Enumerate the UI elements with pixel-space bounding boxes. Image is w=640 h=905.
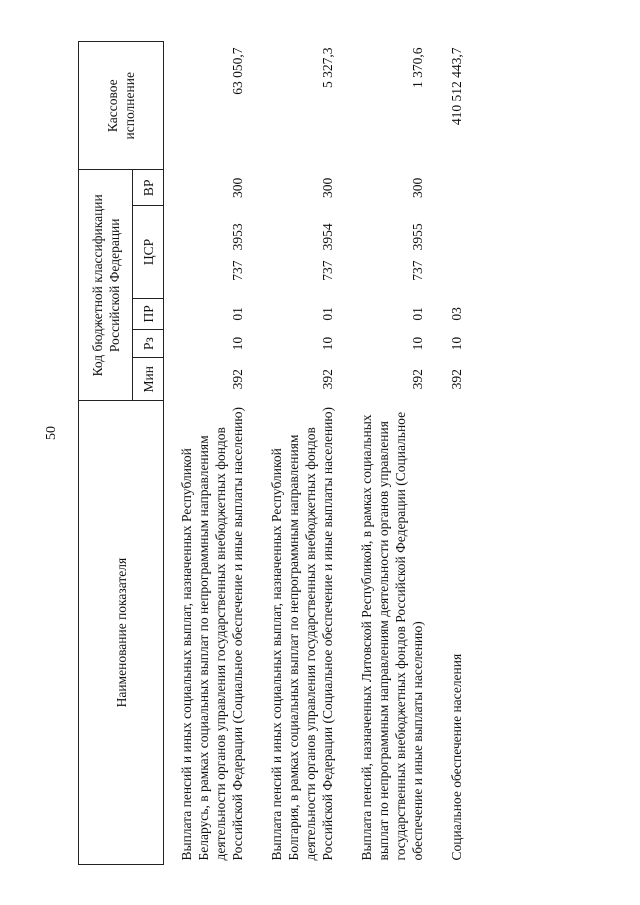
row-pr: 03 <box>449 307 464 321</box>
row-vr: 300 <box>410 177 425 198</box>
row-csr <box>164 206 255 299</box>
row-csr-part2: 3954 <box>320 223 335 251</box>
header-amount-column: Кассовое исполнение <box>79 42 164 170</box>
header-csr: ЦСР <box>133 206 164 299</box>
row-amount: 1 370,6 <box>410 47 425 88</box>
header-name-column: Наименование показателя <box>79 401 164 865</box>
header-vr: ВР <box>133 170 164 206</box>
table-row <box>344 42 434 865</box>
row-name: Выплата пенсий и иных социальных выплат, назначенных Республикой Беларусь, в рамках социальных выплат по непрограммным направлениям деятельности органов управления государственных внебюджетных фондов Российской Федерации (Социальное обеспечение и иные выплаты населению) <box>179 407 245 861</box>
row-csr-part1: 737 <box>230 260 245 281</box>
row-rz: 10 <box>449 336 464 351</box>
row-min: 392 <box>449 369 464 390</box>
row-csr <box>254 206 344 299</box>
page-number: 50 <box>44 426 59 440</box>
row-min: 392 <box>320 369 335 390</box>
row-vr <box>434 170 473 206</box>
row-min: 392 <box>410 369 425 390</box>
row-amount: 5 327,3 <box>320 47 335 88</box>
row-csr <box>344 206 434 299</box>
row-amount: 63 050,7 <box>230 47 245 95</box>
header-rz: Рз <box>133 329 164 358</box>
row-pr: 01 <box>410 307 425 321</box>
row-csr <box>434 206 473 299</box>
row-csr-part1: 737 <box>320 260 335 281</box>
row-rz: 10 <box>230 336 245 351</box>
row-csr-part2: 3955 <box>410 223 425 251</box>
table-row <box>434 42 473 865</box>
row-amount: 410 512 443,7 <box>449 47 464 126</box>
row-pr: 01 <box>230 307 245 321</box>
row-pr: 01 <box>320 307 335 321</box>
row-rz: 10 <box>410 336 425 351</box>
table-row <box>164 42 255 865</box>
row-name: Выплата пенсий, назначенных Литовской Республикой, в рамках социальных выплат по непрограммным направлениям деятельности органов управления государственных внебюджетных фондов Российской Федерации (Социальное обеспечение и иные выплаты населению) <box>359 411 425 861</box>
header-pr: ПР <box>133 298 164 329</box>
row-name: Социальное обеспечение населения <box>449 653 464 861</box>
row-vr: 300 <box>230 177 245 198</box>
header-code-group: Код бюджетной классификации Российской Федерации <box>79 170 133 401</box>
header-min: Мин <box>133 358 164 401</box>
row-csr-part1: 737 <box>410 260 425 281</box>
row-vr: 300 <box>320 177 335 198</box>
row-min: 392 <box>230 369 245 390</box>
row-name: Выплата пенсий и иных социальных выплат, назначенных Республикой Болгария, в рамках социальных выплат по непрограммным направлениям деятельности органов управления государственных внебюджетных фондов Российской Федерации (Социальное обеспечение и иные выплаты населению) <box>269 407 335 861</box>
row-rz: 10 <box>320 336 335 351</box>
table-row <box>254 42 344 865</box>
row-csr-part2: 3953 <box>230 223 245 251</box>
budget-table <box>78 41 473 865</box>
